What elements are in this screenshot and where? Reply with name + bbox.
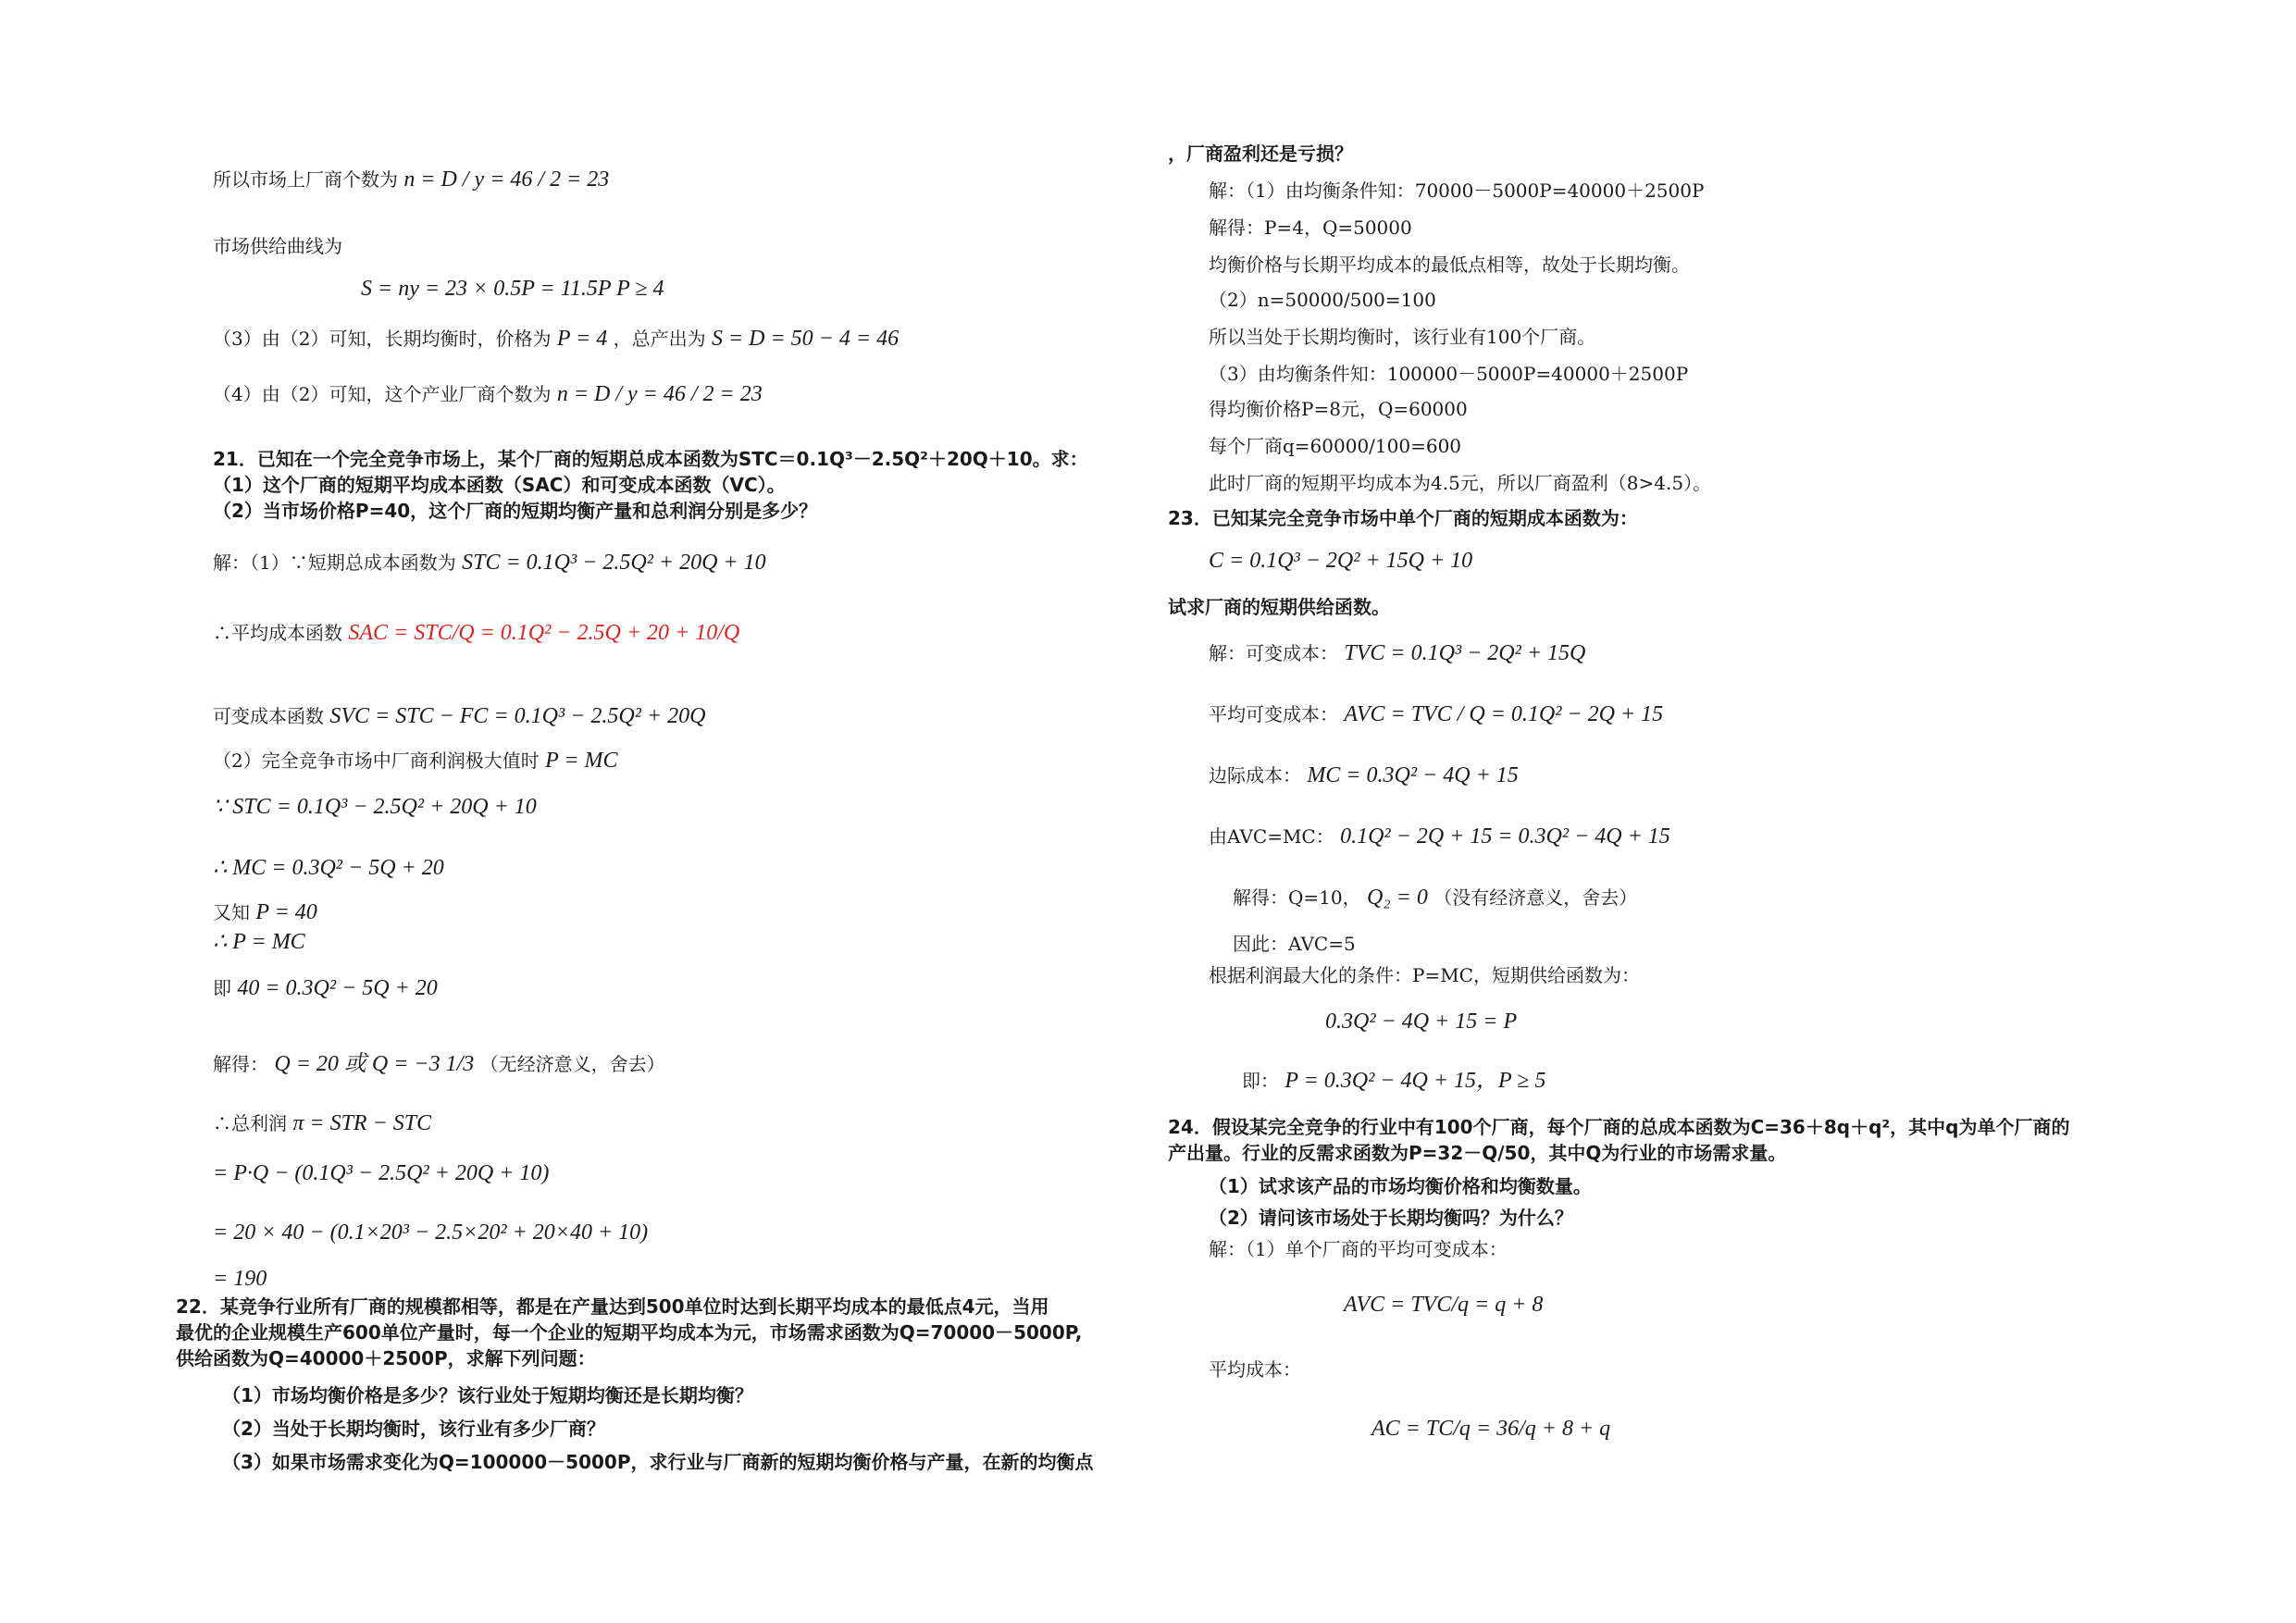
formula: = P·Q − (0.1Q³ − 2.5Q² + 20Q + 10): [213, 1161, 550, 1185]
formula: S = ny = 23 × 0.5P = 11.5P P ≥ 4: [361, 277, 664, 301]
s21-mc-line: [213, 855, 444, 881]
text: 平均可变成本：: [1209, 703, 1338, 725]
q22-part1: [222, 1382, 753, 1408]
industry-firm-count-line: [213, 381, 763, 407]
text: ∴总利润: [213, 1112, 287, 1134]
text: 解：（1）单个厂商的平均可变成本：: [1209, 1238, 1508, 1260]
text: 边际成本：: [1209, 764, 1301, 787]
formula: Q₂ = 0: [1366, 886, 1428, 910]
s22-line-5: [1209, 324, 1595, 350]
text: （4）由（2）可知，这个产业厂商个数为: [213, 383, 552, 405]
text: 解得：P=4，Q=50000: [1209, 217, 1412, 239]
s22-line-1: [1209, 178, 1704, 204]
formula: S = D = 50 − 4 = 46: [711, 327, 900, 351]
q21-part1: [213, 472, 786, 498]
s21-profit-result: [213, 1266, 267, 1292]
text: 解得：: [213, 1053, 268, 1075]
q24-title-1: [1168, 1114, 2069, 1140]
s23-supply-equation: [1325, 1009, 1517, 1035]
text: 由AVC=MC：: [1209, 825, 1334, 848]
q21-part2: [213, 498, 817, 524]
text: 因此：AVC=5: [1233, 933, 1356, 955]
text: （2）请问该市场处于长期均衡吗？为什么？: [1209, 1207, 1573, 1229]
formula: 40 = 0.3Q² − 5Q + 20: [237, 976, 438, 1000]
text: 可变成本函数: [213, 705, 324, 727]
formula: ∴ P = MC: [213, 930, 305, 954]
s22-line-8: [1209, 433, 1461, 459]
s21-profit-line: [213, 1110, 431, 1136]
q24-part2: [1209, 1205, 1573, 1231]
formula: 0.3Q² − 4Q + 15 = P: [1325, 1010, 1518, 1034]
q23-cost-function: [1209, 548, 1472, 574]
s22-line-2: [1209, 215, 1412, 241]
formula: n = D / y = 46 / 2 = 23: [403, 167, 610, 192]
formula: 0.1Q² − 2Q + 15 = 0.3Q² − 4Q + 15: [1340, 824, 1670, 849]
text: 解：（1）∵短期总成本函数为: [213, 551, 456, 574]
formula: π = STR − STC: [292, 1111, 432, 1135]
formula: MC = 0.3Q² − 4Q + 15: [1307, 763, 1519, 787]
q23-ask: [1168, 594, 1390, 620]
text: 即：: [1242, 1070, 1279, 1092]
s24-ac-formula: [1371, 1416, 1610, 1442]
text: 22．某竞争行业所有厂商的规模都相等，都是在产量达到500单位时达到长期平均成本的最低点4元，当用: [176, 1295, 1049, 1318]
text: 最优的企业规模生产600单位产量时，每一个企业的短期平均成本为元，市场需求函数为Q=70000－5000P,: [176, 1321, 1083, 1344]
q24-part1: [1209, 1173, 1592, 1199]
q22-part3: [222, 1449, 1094, 1475]
text: 此时厂商的短期平均成本为4.5元，所以厂商盈利（8>4.5）。: [1209, 472, 1712, 494]
text: （1）这个厂商的短期平均成本函数（SAC）和可变成本函数（VC）。: [213, 474, 786, 496]
s22-line-7: [1209, 396, 1468, 422]
formula: = 20 × 40 − (0.1×20³ − 2.5×20² + 20×40 + 10): [213, 1220, 649, 1245]
formula: AC = TC/q = 36/q + 8 + q: [1371, 1417, 1611, 1441]
text: 又知: [213, 901, 250, 923]
text: ，厂商盈利还是亏损？: [1168, 142, 1353, 165]
text: （无经济意义，舍去）: [479, 1053, 665, 1075]
supply-curve-label: [213, 233, 342, 259]
long-run-price-line: [213, 326, 899, 352]
formula: n = D / y = 46 / 2 = 23: [556, 382, 763, 406]
text: 所以市场上厂商个数为: [213, 168, 398, 191]
text: 21．已知在一个完全竞争市场上，某个厂商的短期总成本函数为STC＝0.1Q³－2.5Q²＋20Q＋10。求：: [213, 448, 1088, 470]
text: 试求厂商的短期供给函数。: [1168, 596, 1390, 618]
text: ∴平均成本函数: [213, 622, 342, 644]
s23-supply-function: [1242, 1068, 1545, 1094]
text: （2）n=50000/500=100: [1209, 289, 1436, 311]
s22-line-4: [1209, 287, 1436, 313]
text: （3）如果市场需求变化为Q=100000－5000P，求行业与厂商新的短期均衡价格与产量，在新的均衡点: [222, 1451, 1094, 1473]
s21-solution-line: [213, 1051, 665, 1077]
s21-equation-line: [213, 975, 438, 1001]
formula: C = 0.1Q³ − 2Q² + 15Q + 10: [1209, 549, 1473, 573]
formula: SVC = STC − FC = 0.1Q³ − 2.5Q² + 20Q: [329, 704, 706, 728]
text: （2）完全竞争市场中厂商利润极大值时: [213, 750, 540, 772]
s24-avc-formula: [1344, 1292, 1543, 1318]
formula: ∴ MC = 0.3Q² − 5Q + 20: [213, 856, 444, 880]
formula: TVC = 0.1Q³ − 2Q² + 15Q: [1344, 641, 1586, 665]
formula: Q = 20 或 Q = −3 1/3: [274, 1052, 475, 1076]
formula: AVC = TVC/q = q + 8: [1344, 1293, 1544, 1317]
s22-line-9: [1209, 470, 1711, 496]
market-firm-count-line: [213, 167, 609, 192]
s23-avc-line: [1209, 701, 1663, 727]
s23-avc-mc-line: [1209, 824, 1670, 849]
s23-avc-value: [1233, 931, 1356, 957]
s21-price-line: [213, 899, 317, 925]
q23-title: [1168, 505, 1638, 531]
q22-title-2: [176, 1319, 1082, 1345]
s21-pmc-line: [213, 748, 618, 774]
text: 即: [213, 977, 231, 999]
text: 解：（1）由均衡条件知：70000－5000P=40000＋2500P: [1209, 180, 1705, 202]
s22-line-3: [1209, 252, 1690, 278]
text: 市场供给曲线为: [213, 235, 342, 257]
q22-title-3: [176, 1345, 596, 1371]
formula: ∵ STC = 0.1Q³ − 2.5Q² + 20Q + 10: [213, 795, 537, 819]
text: 均衡价格与长期平均成本的最低点相等，故处于长期均衡。: [1209, 254, 1690, 276]
text: （1）市场均衡价格是多少？该行业处于短期均衡还是长期均衡？: [222, 1384, 753, 1406]
formula: P = 40: [255, 900, 317, 924]
s24-ac-label: [1209, 1357, 1301, 1382]
q22-title-1: [176, 1294, 1049, 1319]
text: 平均成本：: [1209, 1358, 1301, 1381]
text: 每个厂商q=60000/100=600: [1209, 435, 1462, 457]
s23-solution-line: [1233, 885, 1637, 911]
formula: P = MC: [545, 749, 618, 773]
text: （3）由均衡条件知：100000－5000P=40000＋2500P: [1209, 363, 1689, 385]
s21-profit-step1: [213, 1160, 549, 1186]
text: 24．假设某完全竞争的行业中有100个厂商，每个厂商的总成本函数为C=36＋8q＋q²，其中q为单个厂商的: [1168, 1116, 2070, 1138]
s21-therefore-pmc: [213, 929, 305, 955]
text: （2）当市场价格P=40，这个厂商的短期均衡产量和总利润分别是多少？: [213, 500, 818, 522]
supply-curve-formula: [361, 276, 664, 302]
text: （3）由（2）可知，长期均衡时，价格为: [213, 328, 552, 350]
formula: SAC = STC/Q = 0.1Q² − 2.5Q + 20 + 10/Q: [348, 621, 740, 645]
formula: P = 0.3Q² − 4Q + 15，P ≥ 5: [1285, 1069, 1546, 1093]
formula: AVC = TVC / Q = 0.1Q² − 2Q + 15: [1344, 702, 1664, 726]
text: 产出量。行业的反需求函数为P=32－Q/50，其中Q为行业的市场需求量。: [1168, 1142, 1787, 1164]
text: 解：可变成本：: [1209, 642, 1338, 664]
s21-stc-line: [213, 550, 766, 576]
s21-stc-again: [213, 794, 537, 820]
s21-svc-line: [213, 703, 705, 729]
formula: P = 4: [556, 327, 608, 351]
s23-tvc-line: [1209, 640, 1585, 666]
text: ，总产出为: [613, 328, 706, 350]
text: 根据利润最大化的条件：P=MC，短期供给函数为：: [1209, 964, 1640, 986]
text: 23．已知某完全竞争市场中单个厂商的短期成本函数为：: [1168, 507, 1638, 529]
text: （没有经济意义，舍去）: [1433, 886, 1638, 909]
formula: = 190: [213, 1267, 267, 1291]
q21-title: [213, 446, 1088, 472]
q24-title-2: [1168, 1140, 1786, 1166]
text: 解得：Q=10，: [1233, 886, 1361, 909]
q22-part2: [222, 1416, 605, 1442]
text: 所以当处于长期均衡时，该行业有100个厂商。: [1209, 326, 1596, 348]
s21-profit-step2: [213, 1220, 648, 1245]
text: （1）试求该产品的市场均衡价格和均衡数量。: [1209, 1175, 1592, 1197]
text: （2）当处于长期均衡时，该行业有多少厂商？: [222, 1418, 605, 1440]
s21-sac-line: [213, 620, 739, 646]
s23-condition-line: [1209, 962, 1640, 988]
text: 得均衡价格P=8元，Q=60000: [1209, 398, 1468, 420]
s22-line-6: [1209, 361, 1688, 387]
text: 供给函数为Q=40000＋2500P，求解下列问题：: [176, 1347, 596, 1369]
formula: STC = 0.1Q³ − 2.5Q² + 20Q + 10: [462, 551, 766, 575]
s23-mc-line: [1209, 762, 1519, 788]
q22-continued: [1168, 141, 1353, 167]
s24-avc-label: [1209, 1236, 1508, 1262]
